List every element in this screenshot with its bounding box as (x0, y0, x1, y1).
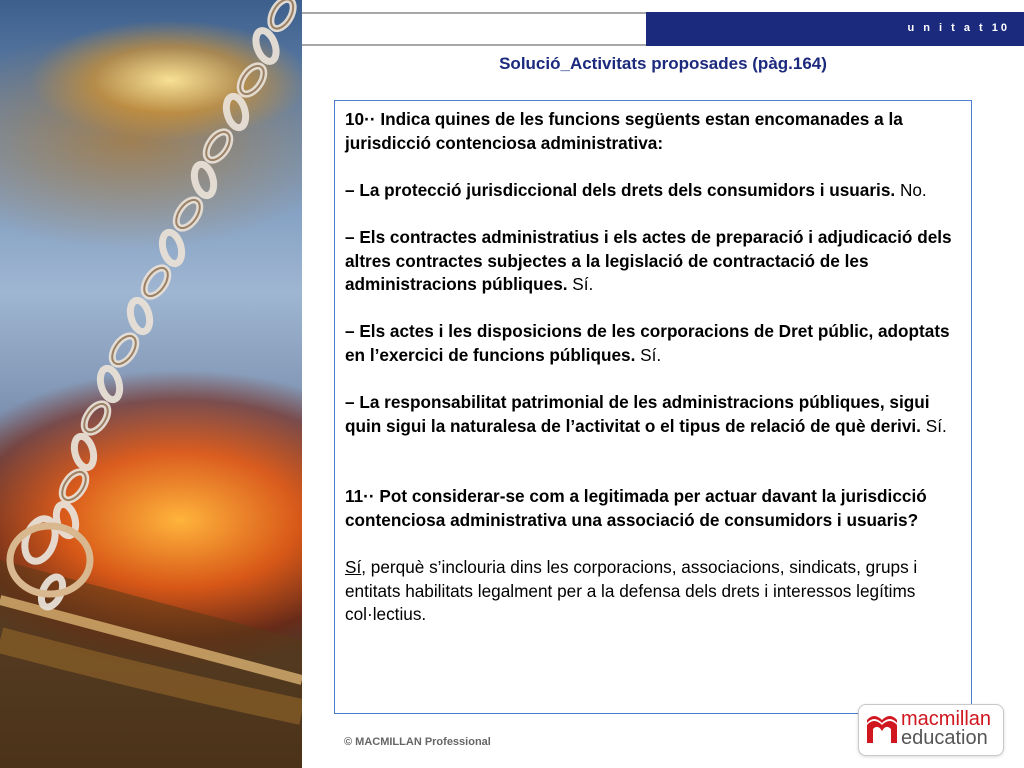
q10-item-1: – La protecció jurisdiccional dels drets dels consumidors i usuaris. No. (345, 179, 927, 200)
q10-answer-3: Sí. (635, 344, 662, 365)
scales-chain-photo (0, 0, 302, 768)
macmillan-education-logo (858, 704, 1004, 756)
unit-bar (646, 12, 1024, 46)
question-11: 11·· Pot considerar-se com a legitimada per actuar davant la jurisdicció contenciosa administrativa una associació de consumidors i usuaris? (345, 486, 927, 530)
content-box (334, 100, 972, 714)
q10-answer-1: No. (895, 179, 927, 200)
q10-item-4: – La responsabilitat patrimonial de les administracions públiques, sigui quin sigui la naturalesa de l’activitat o el tipus de relació de què derivi. Sí. (345, 392, 947, 436)
copyright: © MACMILLAN Professional (344, 736, 491, 748)
question-10: 10·· Indica quines de les funcions següents estan encomanades a la jurisdicció contenciosa administrativa: (345, 109, 903, 153)
page-title: Solució_Activitats proposades (pàg.164) (499, 54, 827, 73)
q10-answer-2: Sí. (567, 274, 594, 295)
q10-item-2: – Els contractes administratius i els actes de preparació i adjudicació dels altres contractes subjectes a la legislació de contractació de les administracions públiques. Sí. (345, 226, 952, 295)
q11-answer-rest: , perquè s’inclouria dins les corporacions, associacions, sindicats, grups i entitats habilitats legalment per a la defensa dels drets i interessos legítims col·lectius. (345, 557, 918, 625)
header-rule (302, 12, 646, 46)
unit-label: u n i t a t 10 (907, 22, 1010, 34)
q11-answer (345, 556, 961, 627)
logo-line-2: education (901, 727, 988, 749)
macmillan-mark-icon (867, 715, 897, 743)
q11-answer-lead: Sí (345, 557, 362, 578)
q10-item-3: – Els actes i les disposicions de les corporacions de Dret públic, adoptats en l’exercici de funcions públiques. Sí. (345, 321, 950, 365)
q10-answer-4: Sí. (920, 415, 947, 436)
logo-line-1: macmillan (901, 708, 992, 730)
